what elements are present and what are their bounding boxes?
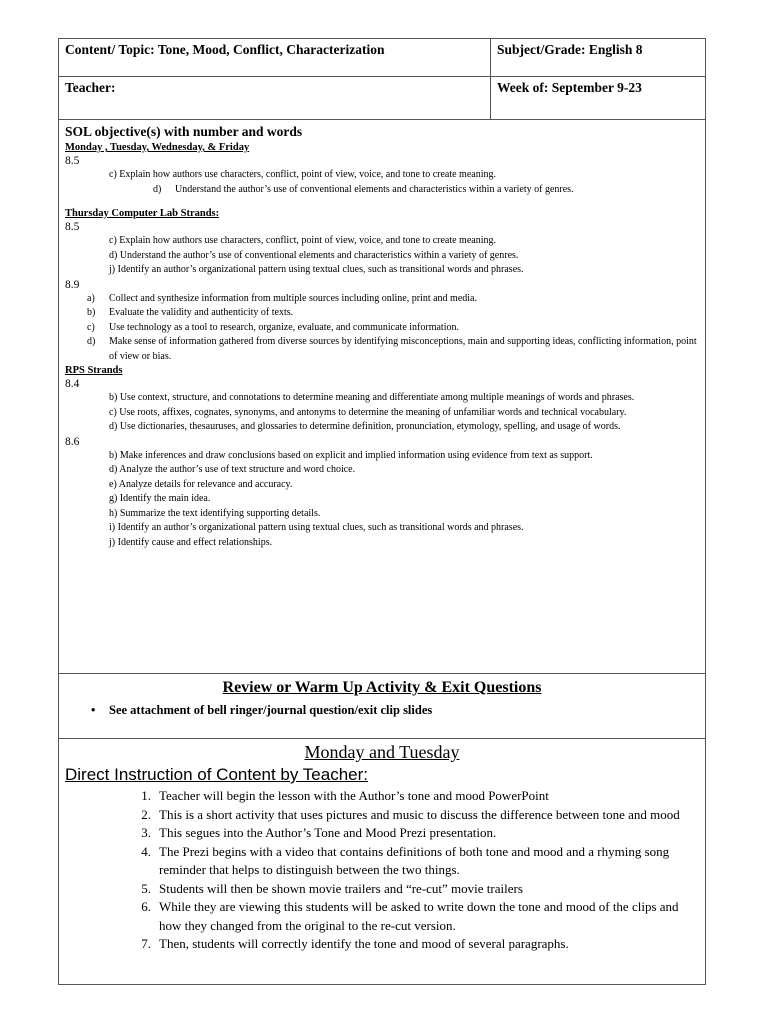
step-text: This is a short activity that uses pictures and music to discuss the difference between tone and mood [159,806,680,822]
week-of: Week of: September 9-23 [497,80,642,95]
rps2-item-2: d) Analyze the author’s use of text structure and word choice. [109,464,356,475]
rps-header: RPS Strands [65,365,123,376]
bullet-dot-icon: • [91,703,96,717]
instruction-steps [65,787,699,954]
rps-item-3: d) Use dictionaries, thesauruses, and glossaries to determine definition, pronunciation, etymology, spelling, and usage of words. [109,421,621,432]
step-number: 6. [141,899,151,914]
teacher-label: Teacher: [59,77,491,119]
rps-item-2: c) Use roots, affixes, cognates, synonyms, and antonyms to determine the meaning of unfamiliar words and technical vocabulary. [109,406,627,418]
monday-row [59,739,705,984]
rps2-item-4: g) Identify the main idea. [109,493,211,504]
sol-title: SOL objective(s) with number and words [65,124,303,139]
lesson-plan-table [58,38,706,985]
rps-code-2: 8.6 [65,435,80,448]
lab-code-2: 8.9 [65,278,80,291]
direct-instruction-heading: Direct Instruction of Content by Teacher: [65,765,369,784]
monday-cell [59,739,705,984]
lab-header: Thursday Computer Lab Strands: [65,208,220,219]
content-topic: Content/ Topic: Tone, Mood, Conflict, Characterization [59,39,491,76]
lab2-item-a [87,292,699,307]
warmup-row [59,674,705,739]
step-text: The Prezi begins with a video that contains definitions of both tone and mood and a rhyming song reminder that helps to distinguish between the two things. [159,843,670,877]
rps2-item-1: b) Make inferences and draw conclusions based on explicit and implied information using evidence from text as support. [109,449,593,461]
monday-title: Monday and Tuesday [304,742,460,762]
step-text: This segues into the Author’s Tone and Mood Prezi presentation. [159,825,497,840]
step-number: 2. [141,806,151,822]
step-item [125,824,699,843]
step-item [125,787,699,806]
step-number: 7. [141,936,151,951]
lab2-item-b-text: Evaluate the validity and authenticity of texts. [109,307,294,318]
lab-item-3: j) Identify an author’s organizational pattern using textual clues, such as transitional words and phrases. [109,264,524,275]
lab2-item-d [87,335,699,364]
sol-cell [59,120,705,673]
rps-item-1: b) Use context, structure, and connotations to determine meaning and differentiate among multiple meanings of words and phrases. [109,392,635,403]
step-item [125,843,699,880]
lab2-item-b-letter: b) [87,307,96,318]
mtwf-sub-text: Understand the author’s use of conventional elements and characteristics within a variety of genres. [175,183,574,195]
step-item [125,898,699,935]
lab2-item-a-letter: a) [87,292,95,304]
lab-item-1: c) Explain how authors use characters, conflict, point of view, voice, and tone to create meaning. [109,235,496,246]
rps-code-1: 8.4 [65,378,80,390]
step-item [125,806,699,825]
mtwf-header: Monday , Tuesday, Wednesday, & Friday [65,142,250,153]
rps2-item-3: e) Analyze details for relevance and accuracy. [109,478,293,490]
sol-row [59,120,705,674]
warmup-title: Review or Warm Up Activity & Exit Questions [222,679,542,696]
step-item [125,935,699,954]
mtwf-item: c) Explain how authors use characters, conflict, point of view, voice, and tone to create meaning. [109,169,496,180]
lab2-item-c-text: Use technology as a tool to research, organize, evaluate, and communicate information. [109,321,459,333]
lab2-item-a-text: Collect and synthesize information from multiple sources including online, print and media. [109,292,477,304]
rps2-item-7: j) Identify cause and effect relationships. [109,536,273,548]
lab-item-2: d) Understand the author’s use of conventional elements and characteristics within a variety of genres. [109,249,519,261]
header-row-2 [59,77,705,120]
warmup-bullet [91,703,699,718]
step-text: Students will then be shown movie trailers and “re-cut” movie trailers [159,880,523,896]
step-text: While they are viewing this students will be asked to write down the tone and mood of the clips and how they changed from the original to the re-cut version. [159,899,679,933]
warmup-cell [59,674,705,738]
header-row-1 [59,39,705,77]
rps2-item-5: h) Summarize the text identifying supporting details. [109,507,321,519]
lab2-item-b [87,306,699,321]
mtwf-sub-letter: d) [153,183,162,195]
mtwf-code: 8.5 [65,155,80,167]
warmup-bullet-text: See attachment of bell ringer/journal question/exit clip slides [109,703,433,717]
step-item [125,880,699,899]
step-number: 1. [141,788,151,803]
lab2-item-c-letter: c) [87,321,95,333]
step-number: 3. [141,825,151,840]
mtwf-sub-item [153,183,699,198]
lab-code-1: 8.5 [65,221,80,233]
step-text: Teacher will begin the lesson with the Author’s tone and mood PowerPoint [159,788,549,803]
step-text: Then, students will correctly identify the tone and mood of several paragraphs. [159,936,569,951]
step-number: 5. [141,880,151,896]
rps2-item-6: i) Identify an author’s organizational pattern using textual clues, such as transitional words and phrases. [109,522,524,533]
step-number: 4. [141,843,151,859]
lab2-item-d-letter: d) [87,336,96,347]
lab2-item-d-text: Make sense of information gathered from diverse sources by identifying misconceptions, main and supporting ideas, conflicting information, point of view or bias. [109,336,697,362]
subject-grade: Subject/Grade: English 8 [497,42,643,57]
lab2-item-c [87,321,699,336]
